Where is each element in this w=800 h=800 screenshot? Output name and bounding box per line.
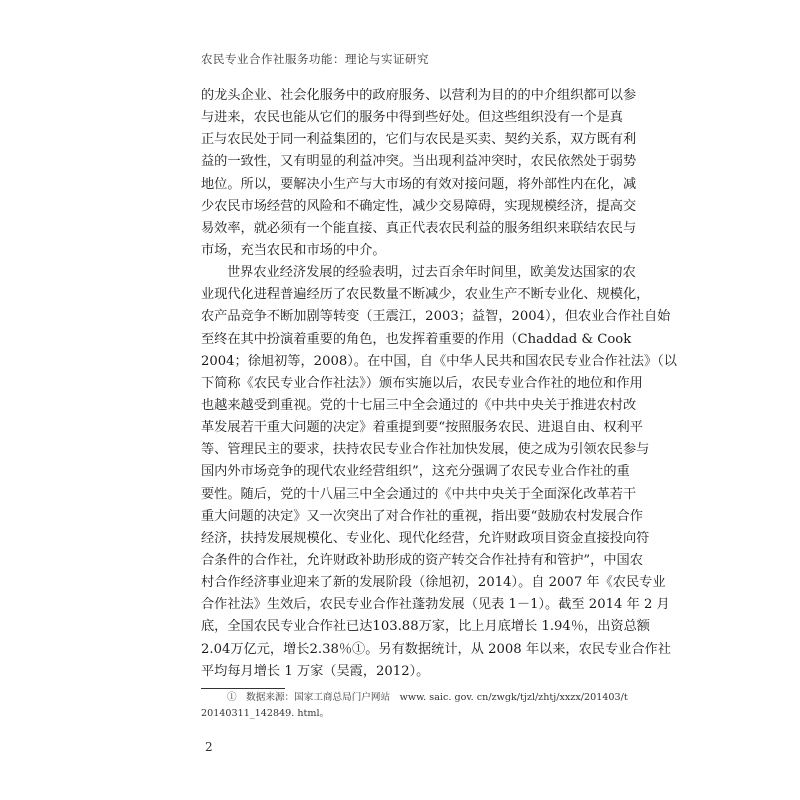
text-line: 经济，扶持发展规模化、专业化、现代化经营，允许财政项目资金直接投向符: [201, 530, 650, 546]
text-line: 下简称《农民专业合作社法》）颁布实施以后，农民专业合作社的地位和作用: [201, 375, 643, 391]
text-line: 国内外市场竞争的现代农业经营组织”，这充分强调了农民专业合作社的重: [201, 464, 630, 480]
text-line: 世界农业经济发展的经验表明，过去百余年时间里，欧美发达国家的农: [227, 265, 636, 281]
text-line: 益的一致性，又有明显的利益冲突。当出现利益冲突时，农民依然处于弱势: [201, 154, 637, 170]
text-line: 村合作经济事业迎来了新的发展阶段（徐旭初，2014）。自 2007 年《农民专业: [201, 575, 666, 591]
paragraph-2: [201, 262, 677, 683]
text-line: 要性。随后，党的十八届三中全会通过的《中共中央关于全面深化改革若干: [201, 486, 637, 502]
body-text: [201, 85, 677, 683]
text-line: 易效率，就必须有一个能直接、真正代表农民利益的服务组织来联结农民与: [201, 220, 637, 236]
footnote-line: ① 数据来源：国家工商总局门户网站 www. saic. gov. cn/zwgk/tjzl/zhtj/xxzx/201403/t: [227, 692, 628, 703]
footnote-rule: [201, 688, 285, 689]
text-line: 地位。所以，要解决小生产与大市场的有效对接问题，将外部性内在化，减: [201, 176, 637, 192]
text-line: 与进来，农民也能从它们的服务中得到些好处。但这些组织没有一个是真: [201, 110, 623, 126]
footnote-line: 20140311_142849. html。: [201, 708, 330, 719]
text-line: 平均每月增长 1 万家（吴霞，2012）。: [201, 663, 430, 679]
text-line: 重大问题的决定》又一次突出了对合作社的重视，指出要“鼓励农村发展合作: [201, 508, 643, 524]
footnotes: [201, 690, 628, 722]
text-line: 也越来越受到重视。党的十七届三中全会通过的《中共中央关于推进农村改: [201, 397, 637, 413]
text-line: 合作社法》生效后，农民专业合作社蓬勃发展（见表 1－1）。截至 2014 年 2 月: [201, 597, 670, 613]
text-line: 农产品竞争不断加剧等转变（王震江，2003；益智，2004），但农业合作社自始: [201, 309, 671, 325]
text-line: 市场，充当农民和市场的中介。: [201, 242, 386, 258]
text-line: 底，全国农民专业合作社已达103.88万家，比上月底增长 1.94％，出资总额: [201, 619, 650, 635]
running-header: 农民专业合作社服务功能：理论与实证研究: [201, 52, 429, 66]
text-line: 合条件的合作社，允许财政补助形成的资产转交合作社持有和管护”，中国农: [201, 552, 643, 568]
text-line: 正与农民处于同一利益集团的，它们与农民是买卖、契约关系，双方既有利: [201, 132, 637, 148]
text-line: 2004；徐旭初等，2008）。在中国，自《中华人民共和国农民专业合作社法》（以: [201, 353, 677, 369]
text-line: 的龙头企业、社会化服务中的政府服务、以营利为目的的中介组织都可以参: [201, 88, 637, 103]
page-number: 2: [205, 740, 213, 754]
text-line: 业现代化进程普遍经历了农民数量不断减少，农业生产不断专业化、规模化，: [201, 287, 650, 303]
paragraph-1: [201, 85, 637, 262]
text-line: 等、管理民主的要求，扶持农民专业合作社加快发展，使之成为引领农民参与: [201, 442, 650, 458]
text-line: 少农民市场经营的风险和不确定性，减少交易障碍，实现规模经济，提高交: [201, 198, 637, 214]
text-line: 至终在其中扮演着重要的角色，也发挥着重要的作用（Chaddad & Cook: [201, 331, 632, 347]
text-line: 2.04万亿元，增长2.38％①。另有数据统计，从 2008 年以来，农民专业合作社: [201, 641, 671, 657]
text-line: 革发展若干重大问题的决定》着重提到要“按照服务农民、进退自由、权利平: [201, 420, 643, 436]
